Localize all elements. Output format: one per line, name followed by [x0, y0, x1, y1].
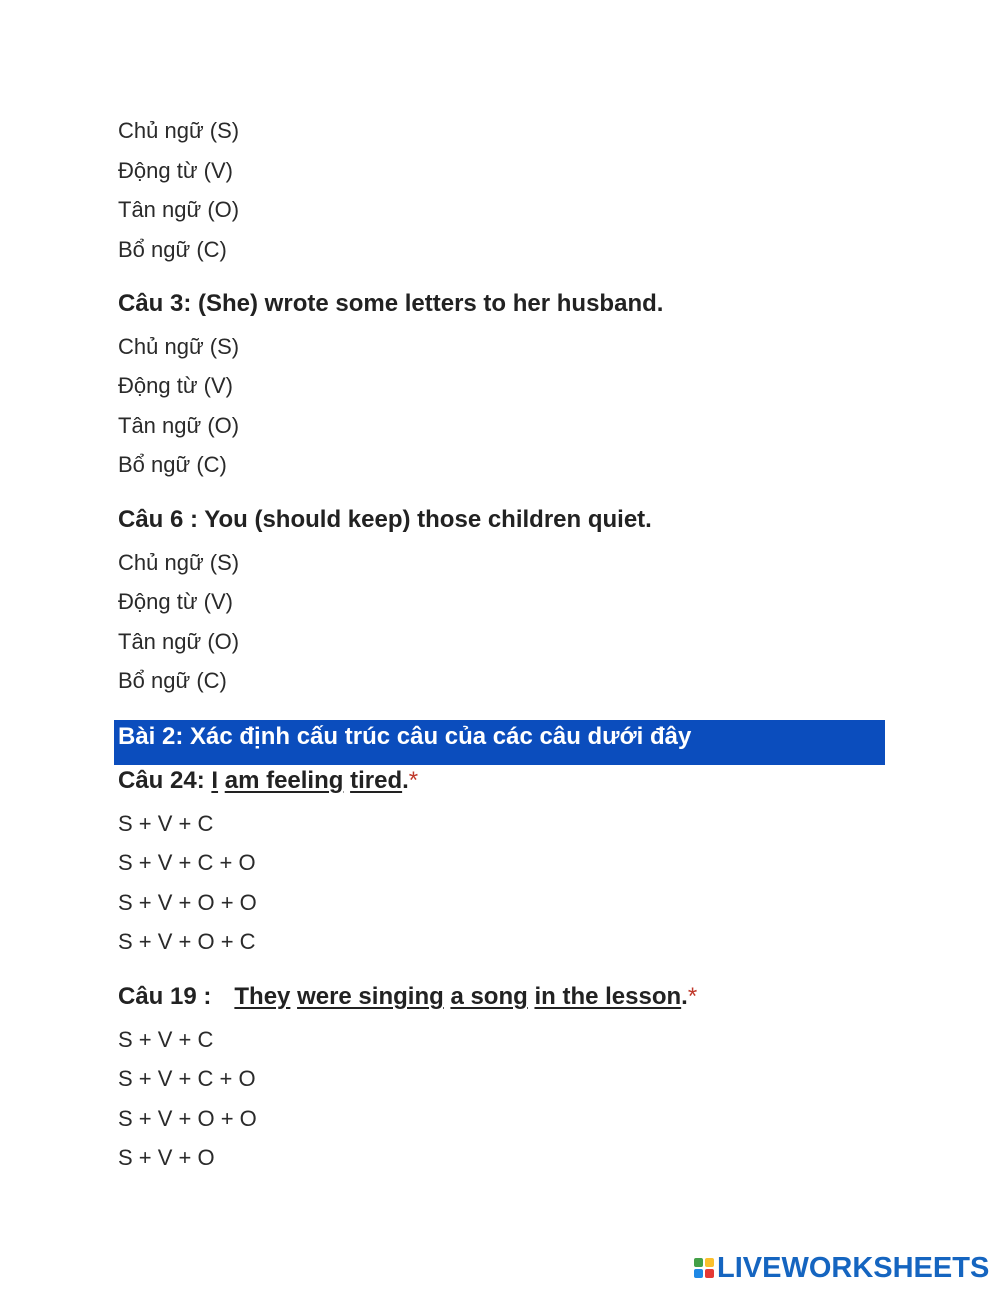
question-3: [118, 290, 663, 318]
option-svo[interactable]: S + V + O: [118, 1145, 215, 1170]
option-svc[interactable]: S + V + C: [118, 811, 214, 836]
option-verb[interactable]: Động từ (V): [118, 589, 233, 614]
sentence-part: I: [211, 767, 219, 794]
question-text: wrote some letters to her husband.: [258, 290, 664, 317]
question-label: Câu 6 :: [118, 506, 205, 533]
option-complement[interactable]: Bổ ngữ (C): [118, 452, 227, 477]
sentence-part: were singing: [297, 983, 444, 1010]
option-object[interactable]: Tân ngữ (O): [118, 413, 240, 438]
question-label: Câu 19 :: [118, 983, 212, 1010]
sentence-end: .: [402, 767, 409, 794]
sentence-part: am feeling: [224, 767, 344, 794]
question-text: You: [204, 506, 255, 533]
sentence-part: They: [234, 983, 291, 1010]
option-verb[interactable]: Động từ (V): [118, 158, 233, 183]
question-highlight: (should keep): [254, 506, 411, 533]
option-subject[interactable]: Chủ ngữ (S): [118, 118, 240, 143]
option-subject[interactable]: Chủ ngữ (S): [118, 550, 240, 575]
option-svoo[interactable]: S + V + O + O: [118, 890, 257, 915]
option-complement[interactable]: Bổ ngữ (C): [118, 237, 227, 262]
section-title: Bài 2: Xác định cấu trúc câu của các câu dưới đây: [118, 723, 692, 750]
option-svco[interactable]: S + V + C + O: [118, 1066, 256, 1091]
option-svoo[interactable]: S + V + O + O: [118, 1106, 257, 1131]
question-6: [118, 506, 652, 534]
option-svc[interactable]: S + V + C: [118, 1027, 214, 1052]
required-marker: *: [408, 767, 419, 794]
option-complement[interactable]: Bổ ngữ (C): [118, 668, 227, 693]
sentence-part: tired: [350, 767, 403, 794]
option-svco[interactable]: S + V + C + O: [118, 850, 256, 875]
sentence-end: .: [681, 983, 688, 1010]
option-object[interactable]: Tân ngữ (O): [118, 197, 240, 222]
question-label: Câu 24:: [118, 767, 212, 794]
required-marker: *: [687, 983, 698, 1010]
question-highlight: (She): [198, 290, 259, 317]
option-subject[interactable]: Chủ ngữ (S): [118, 334, 240, 359]
section-banner: [114, 720, 885, 765]
question-label: Câu 3:: [118, 290, 199, 317]
question-19: [118, 983, 697, 1011]
option-svoc[interactable]: S + V + O + C: [118, 929, 256, 954]
logo-mark-icon: [694, 1258, 714, 1278]
question-text: those children quiet.: [410, 506, 652, 533]
logo-text: LIVEWORKSHEETS: [717, 1251, 990, 1284]
liveworksheets-logo: [694, 1252, 989, 1284]
sentence-part: in the lesson: [534, 983, 682, 1010]
option-object[interactable]: Tân ngữ (O): [118, 629, 240, 654]
option-verb[interactable]: Động từ (V): [118, 373, 233, 398]
sentence-part: a song: [450, 983, 528, 1010]
question-24: [118, 767, 418, 795]
